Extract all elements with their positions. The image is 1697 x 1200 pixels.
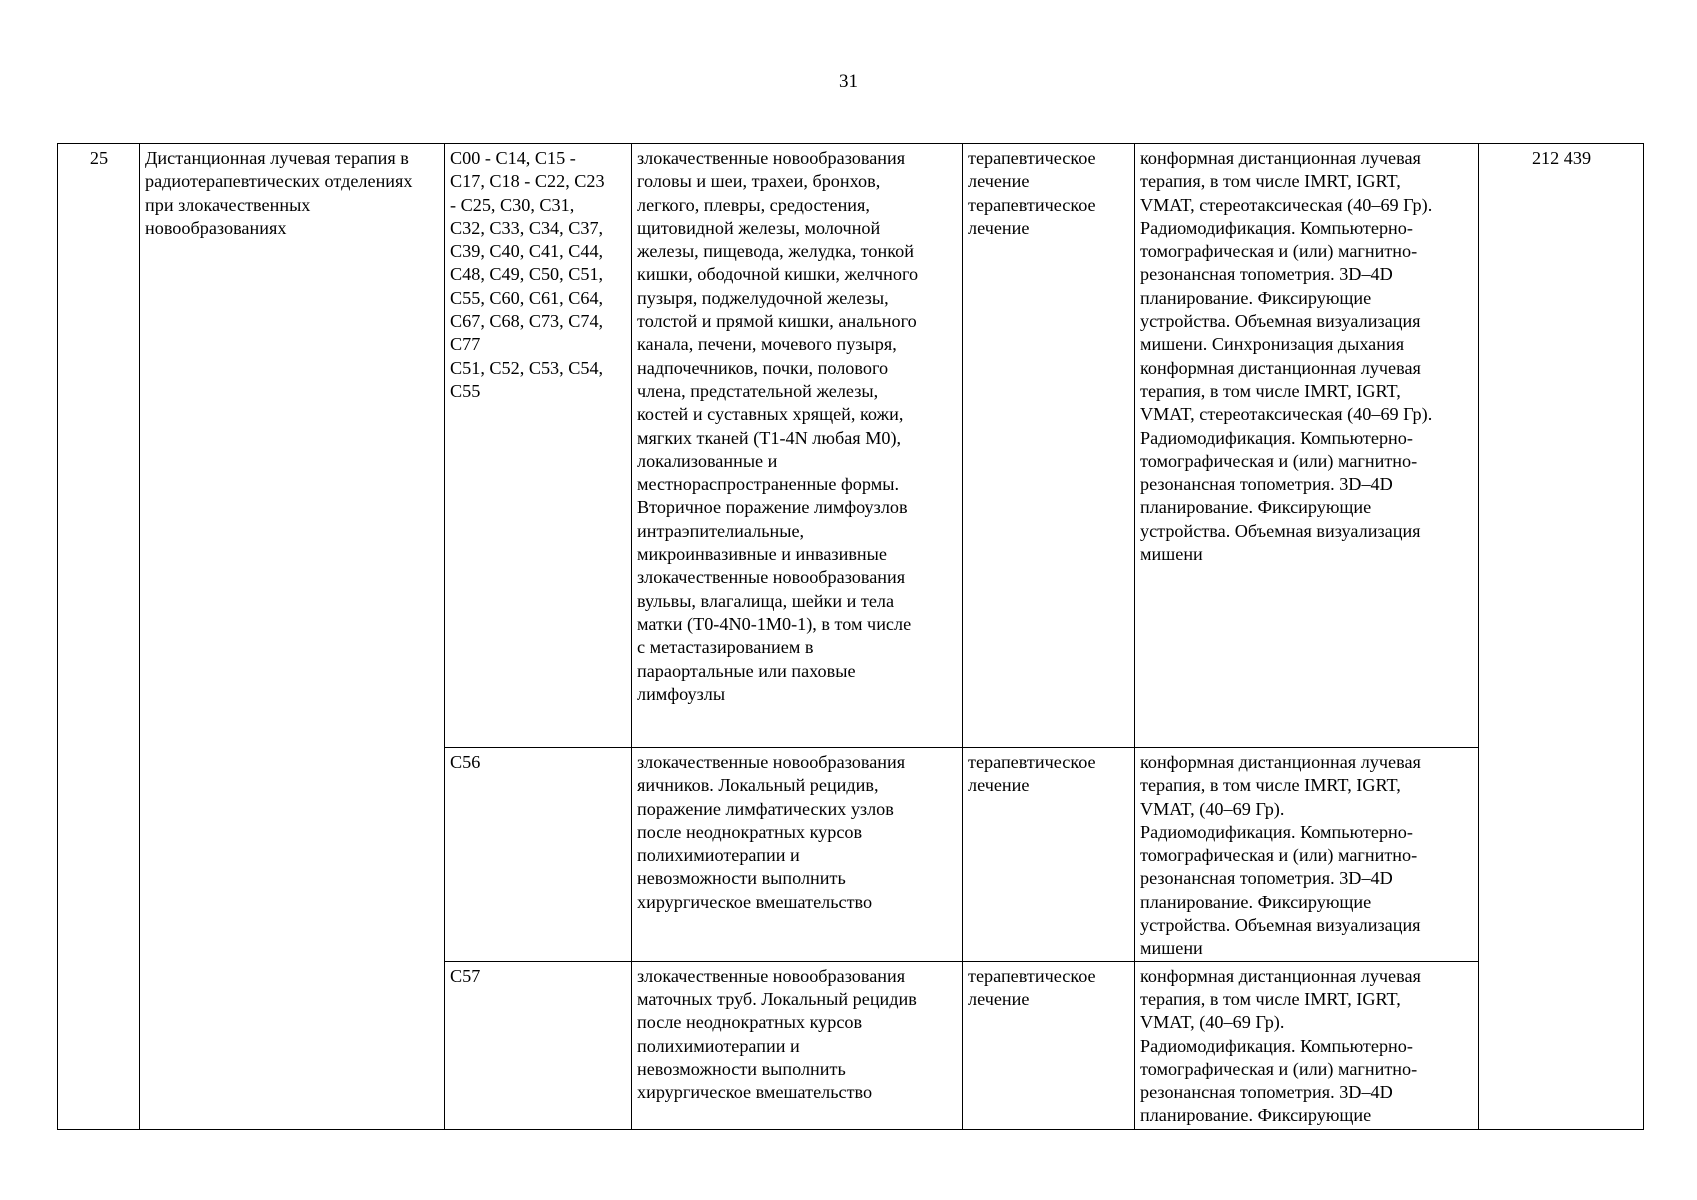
patient-model-cell: злокачественные новообразования головы и шеи, трахеи, бронхов, легкого, плевры, средостения, щитовидной железы, молочной железы, пищевода, желудка, тонкой кишки, ободочной кишки, желчного пузыря, поджелудочной железы, толстой и прямой кишки, анального канала, печени, мочевого пузыря, надпочечников, почки, полового члена, предстательной железы, костей и суставных хрящей, кожи, мягких тканей (T1-4N любая M0), локализованные и местнораспространенные формы. Вторичное поражение лимфоузлов интраэпителиальные, микроинвазивные и инвазивные злокачественные новообразования вульвы, влагалища, шейки и тела матки (T0-4N0-1M0-1), в том числе с метастазированием в параортальные или паховые лимфоузлы — [632, 144, 963, 748]
icd-codes-cell: C56 — [445, 748, 632, 962]
treatment-table — [57, 143, 1644, 1130]
cost-cell: 212 439 — [1479, 144, 1644, 1130]
treatment-type-cell: терапевтическое лечение — [963, 961, 1135, 1129]
treatment-method-cell: конформная дистанционная лучевая терапия, в том числе IMRT, IGRT, VMAT, стереотаксическая (40–69 Гр). Радиомодификация. Компьютерно- томографическая и (или) магнитно- резонансная топометрия. 3D–4D планирование. Фиксирующие устройства. Объемная визуализация мишени. Синхронизация дыхания конформная дистанционная лучевая терапия, в том числе IMRT, IGRT, VMAT, стереотаксическая (40–69 Гр). Радиомодификация. Компьютерно- томографическая и (или) магнитно- резонансная топометрия. 3D–4D планирование. Фиксирующие устройства. Объемная визуализация мишени — [1135, 144, 1479, 748]
row-number-cell: 25 — [58, 144, 140, 1130]
care-type-cell: Дистанционная лучевая терапия в радиотерапевтических отделениях при злокачественных новообразованиях — [140, 144, 445, 1130]
patient-model-cell: злокачественные новообразования яичников. Локальный рецидив, поражение лимфатических узлов после неоднократных курсов полихимиотерапии и невозможности выполнить хирургическое вмешательство — [632, 748, 963, 962]
treatment-method-cell: конформная дистанционная лучевая терапия, в том числе IMRT, IGRT, VMAT, (40–69 Гр). Радиомодификация. Компьютерно- томографическая и (или) магнитно- резонансная топометрия. 3D–4D планирование. Фиксирующие — [1135, 961, 1479, 1129]
treatment-method-cell: конформная дистанционная лучевая терапия, в том числе IMRT, IGRT, VMAT, (40–69 Гр). Радиомодификация. Компьютерно- томографическая и (или) магнитно- резонансная топометрия. 3D–4D планирование. Фиксирующие устройства. Объемная визуализация мишени — [1135, 748, 1479, 962]
patient-model-cell: злокачественные новообразования маточных труб. Локальный рецидив после неоднократных курсов полихимиотерапии и невозможности выполнить хирургическое вмешательство — [632, 961, 963, 1129]
table-row — [58, 144, 1644, 748]
treatment-type-cell: терапевтическое лечение — [963, 748, 1135, 962]
icd-codes-cell: C00 - C14, C15 - C17, C18 - C22, C23 - C25, C30, C31, C32, C33, C34, C37, C39, C40, C41, C44, C48, C49, C50, C51, C55, C60, C61, C64, C67, C68, C73, C74, C77 C51, C52, C53, C54, C55 — [445, 144, 632, 748]
page-number: 31 — [839, 71, 858, 92]
icd-codes-cell: C57 — [445, 961, 632, 1129]
treatment-type-cell: терапевтическое лечение терапевтическое лечение — [963, 144, 1135, 748]
